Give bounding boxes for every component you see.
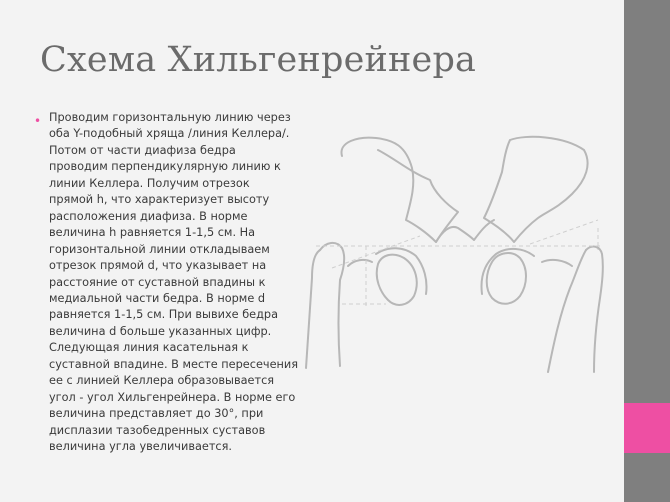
right-iliac-wing — [484, 137, 588, 242]
side-accent-block — [624, 403, 670, 453]
right-femoral-head — [487, 253, 526, 304]
left-femur-inner — [306, 250, 320, 368]
right-inner-curve — [542, 260, 572, 266]
left-acetabulum — [376, 248, 427, 294]
right-tangent-line — [530, 220, 598, 244]
hip-diagram-drawing — [302, 128, 616, 374]
right-femur — [586, 247, 603, 372]
left-tangent-line — [332, 236, 420, 268]
bullet-dot-icon: • — [34, 114, 42, 128]
left-inner-curve — [348, 260, 372, 266]
body-text: Проводим горизонтальную линию через оба Y-подобный хряща /линия Келлера/. Потом от части диафиза бедра проводим перпендикулярную линию к линии Келлера. Получим отрезок прямой h, что характеризует высоту расположения диафиза. В норме величина h равняется 1-1,5 см. На горизонтальной линии откладываем отрезок прямой d, что указывает на расстояние от суставной впадины к медиальной части бедра. В норме d равняется 1-1,5 см. При вывихе бедра величина d больше указанных цифр. Следующая линия касательная к суставной впадине. В месте пересечения ее с линией Келлера образовывается угол - угол Хильгенрейнера. В норме его величина представляет до 30°, при дисплазии тазобедренных суставов величина угла увеличивается. — [49, 111, 299, 454]
slide-title: Схема Хильгенрейнера — [40, 40, 477, 80]
pubic-notch — [436, 220, 494, 242]
right-femur-inner — [548, 250, 586, 372]
left-femoral-head — [377, 255, 417, 305]
left-femur — [320, 243, 344, 366]
left-iliac-wing — [341, 138, 458, 242]
hip-diagram — [302, 128, 616, 374]
